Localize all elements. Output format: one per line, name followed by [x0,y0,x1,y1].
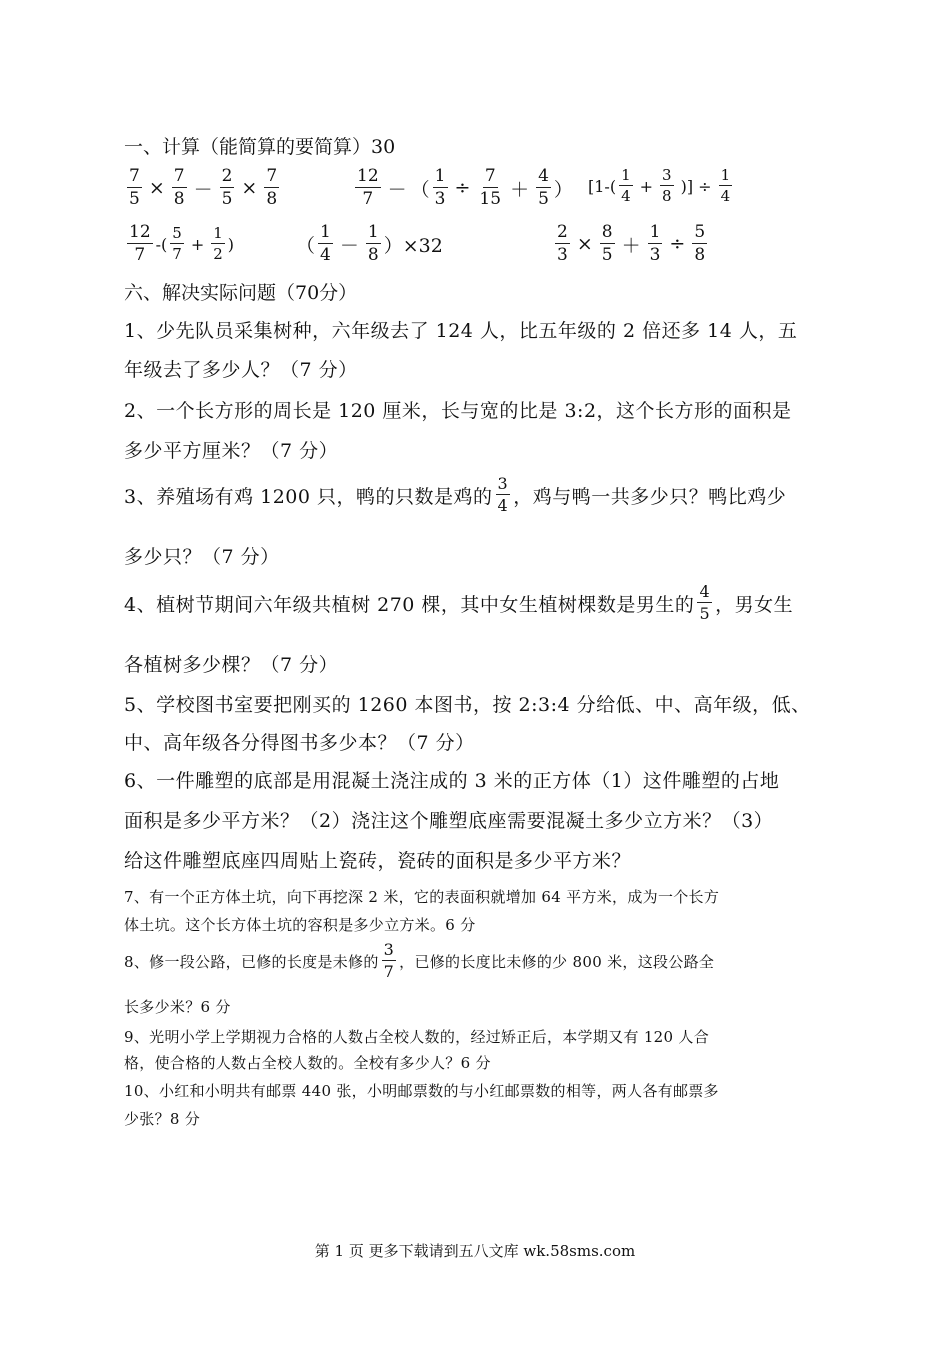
fraction: $\frac{2}{5}$ [221,166,233,209]
section-6-title: 六、解决实际问题（70分） [124,282,358,304]
question-6-line-2: 面积是多少平方米？（2）浇注这个雕塑底座需要混凝土多少立方米？（3） [124,810,774,832]
fraction: 3 7 [383,940,395,981]
fraction: $\frac{4}{5}$ [538,166,549,209]
fraction: $\frac{7}{8}$ [266,166,278,209]
fraction: $\frac{2}{3}$ [557,222,568,265]
question-5-line-1: 5、学校图书室要把刚买的 1260 本图书，按 2:3:4 分给低、中、高年级，低、 [124,694,811,716]
fraction: $\frac{7}{5}$ [129,166,140,209]
calc-expression-3: [1-( $\frac{1}{4}$ + $\frac{3}{8}$ )] ÷ $\frac{1}{4}$ [588,166,731,205]
question-5-line-2: 中、高年级各分得图书多少本？（7 分） [124,732,475,754]
fraction: $\frac{8}{5}$ [601,222,613,265]
fraction: 4 5 [699,582,711,623]
fraction: $\frac{12}{7}$ [129,222,151,265]
fraction: $\frac{1}{3}$ [649,222,661,265]
fraction: $\frac{1}{4}$ [720,166,731,205]
question-9-line-2: 格，使合格的人数占全校人数的。全校有多少人？6 分 [124,1054,491,1072]
fraction: $\frac{1}{3}$ [434,166,446,209]
fraction: $\frac{1}{4}$ [621,166,631,205]
question-10-line-1: 10、小红和小明共有邮票 440 张，小明邮票数的与小红邮票数的相等，两人各有邮票多 [124,1082,719,1100]
calc-expression-4: $\frac{12}{7}$ -( $\frac{5}{7}$ + $\frac{1}{2}$ ) [129,222,235,265]
question-2-line-2: 多少平方厘米？（7 分） [124,440,339,462]
fraction: $\frac{5}{7}$ [172,224,182,263]
question-1-line-1: 1、少先队员采集树种，六年级去了 124 人，比五年级的 2 倍还多 14 人，五 [124,320,798,342]
section-1-title: 一、计算（能简算的要简算）30 [124,136,396,158]
question-1-line-2: 年级去了多少人？（7 分） [124,359,358,381]
calc-expression-2: $\frac{12}{7}$ － （ $\frac{1}{3}$ ÷ $\frac{7}{15}$ ＋ $\frac{4}{5}$ ） [357,166,573,209]
question-2-line-1: 2、一个长方形的周长是 120 厘米，长与宽的比是 3:2，这个长方形的面积是 [124,400,792,422]
calc-expression-1: $\frac{7}{5}$ × $\frac{7}{8}$ － $\frac{2}{5}$ × $\frac{7}{8}$ [129,166,278,209]
question-7-line-2: 体土坑。这个长方体土坑的容积是多少立方米。6 分 [124,916,476,934]
fraction: $\frac{5}{8}$ [694,222,706,265]
fraction: $\frac{1}{2}$ [213,224,223,263]
fraction: $\frac{3}{8}$ [662,166,672,205]
fraction: $\frac{1}{4}$ [320,222,331,265]
question-9-line-1: 9、光明小学上学期视力合格的人数占全校人数的，经过矫正后，本学期又有 120 人合 [124,1028,710,1046]
question-4-line-2: 各植树多少棵？（7 分） [124,654,339,676]
fraction: $\frac{7}{15}$ [479,166,502,209]
question-10-line-2: 少张？8 分 [124,1110,201,1128]
question-8-line-2: 长多少米？6 分 [124,998,231,1016]
question-8-line-1: 8、修一段公路，已修的长度是未修的 3 7 ，已修的长度比未修的少 800 米，这段公路全 [124,940,715,981]
question-3-line-2: 多少只？（7 分） [124,546,280,568]
question-3-line-1: 3、养殖场有鸡 1200 只，鸭的只数是鸡的 3 4 ，鸡与鸭一共多少只？鸭比鸡少 [124,474,787,515]
fraction: $\frac{12}{7}$ [357,166,379,209]
question-7-line-1: 7、有一个正方体土坑，向下再挖深 2 米，它的表面积就增加 64 平方米，成为一个长方 [124,888,720,906]
question-6-line-3: 给这件雕塑底座四周贴上瓷砖，瓷砖的面积是多少平方米？ [124,850,632,872]
fraction: 3 4 [497,474,509,515]
question-6-line-1: 6、一件雕塑的底部是用混凝土浇注成的 3 米的正方体（1）这件雕塑的占地 [124,770,780,792]
page-footer: 第 1 页 更多下载请到五八文库 wk.58sms.com [314,1242,636,1260]
calc-expression-5: （ $\frac{1}{4}$ － $\frac{1}{8}$ ）×32 [296,222,443,265]
fraction: $\frac{1}{8}$ [367,222,379,265]
fraction: $\frac{7}{8}$ [173,166,185,209]
question-4-line-1: 4、植树节期间六年级共植树 270 棵，其中女生植树棵数是男生的 4 5 ，男女生 [124,582,794,623]
calc-expression-6: $\frac{2}{3}$ × $\frac{8}{5}$ ＋ $\frac{1}{3}$ ÷ $\frac{5}{8}$ [557,222,706,265]
